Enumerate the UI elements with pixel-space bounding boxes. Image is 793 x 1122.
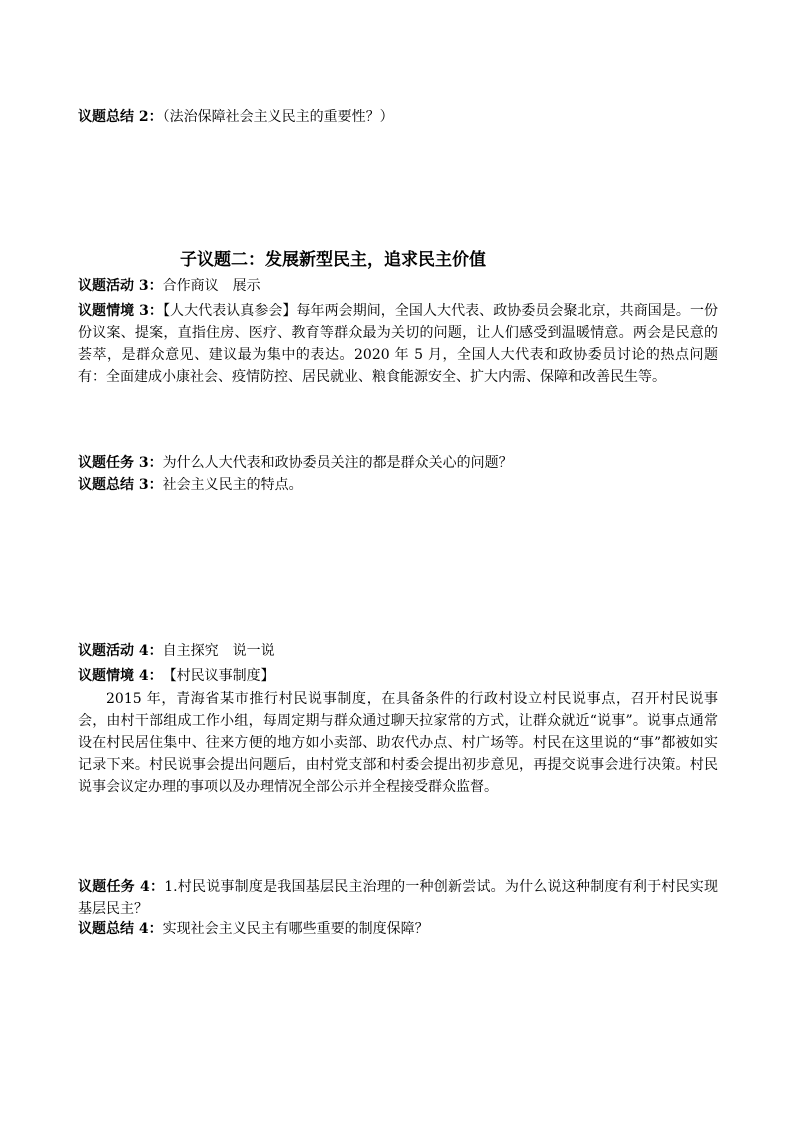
scenario-3-label: 议题情境 3： <box>78 303 163 319</box>
subtopic-2-title: 子议题二：发展新型民主，追求民主价值 <box>180 250 486 270</box>
summary-3 <box>78 474 718 496</box>
summary-2 <box>78 106 718 128</box>
task-3-text: 为什么人大代表和政协委员关注的都是群众关心的问题？ <box>162 455 513 471</box>
task-3 <box>78 452 718 474</box>
activity-3-text: 合作商议 展示 <box>162 278 261 294</box>
scenario-4-header <box>78 665 718 687</box>
scenario-3 <box>78 300 718 388</box>
summary-2-label: 议题总结 2： <box>78 109 163 125</box>
task-4-text: 1.村民说事制度是我国基层民主治理的一种创新尝试。为什么说这种制度有利于村民实现基层民主？ <box>78 879 719 917</box>
scenario-3-text: 【人大代表认真参会】每年两会期间，全国人大代表、政协委员会聚北京，共商国是。一份份议案、提案，直指住房、医疗、教育等群众最为关切的问题，让人们感受到温暖情意。两会是民意的荟萃，是群众意见、建议最为集中的表达。2020 年 5 月，全国人大代表和政协委员讨论的热点问题有：全面建成小康社会、疫情防控、居民就业、粮食能源安全、扩大内需、保障和改善民生等。 <box>78 303 718 385</box>
summary-4-text: 实现社会主义民主有哪些重要的制度保障？ <box>162 921 429 937</box>
summary-2-text: （法治保障社会主义民主的重要性？） <box>162 109 394 125</box>
activity-4 <box>78 640 718 662</box>
task-4 <box>78 876 718 920</box>
summary-3-text: 社会主义民主的特点。 <box>162 477 303 493</box>
task-3-label: 议题任务 3： <box>78 455 163 471</box>
activity-3 <box>78 275 718 297</box>
task-4-label: 议题任务 4： <box>78 879 165 895</box>
activity-4-text: 自主探究 说一说 <box>162 643 275 659</box>
activity-4-label: 议题活动 4： <box>78 643 163 659</box>
summary-4 <box>78 918 718 940</box>
activity-3-label: 议题活动 3： <box>78 278 163 294</box>
scenario-4-text: 2015 年，青海省某市推行村民说事制度，在具备条件的行政村设立村民说事点，召开村民说事会，由村干部组成工作小组，每周定期与群众通过聊天拉家常的方式，让群众就近“说事”。说事点通常设在村民居住集中、往来方便的地方如小卖部、助农代办点、村广场等。村民在这里说的“事”都被如实记录下来。村民说事会提出问题后，由村党支部和村委会提出初步意见，再提交说事会进行决策。村民说事会议定办理的事项以及办理情况全部公示并全程接受群众监督。 <box>78 691 718 795</box>
scenario-4-heading: 【村民议事制度】 <box>155 668 275 684</box>
summary-4-label: 议题总结 4： <box>78 921 163 937</box>
scenario-4-label: 议题情境 4： <box>78 668 156 684</box>
summary-3-label: 议题总结 3： <box>78 477 163 493</box>
